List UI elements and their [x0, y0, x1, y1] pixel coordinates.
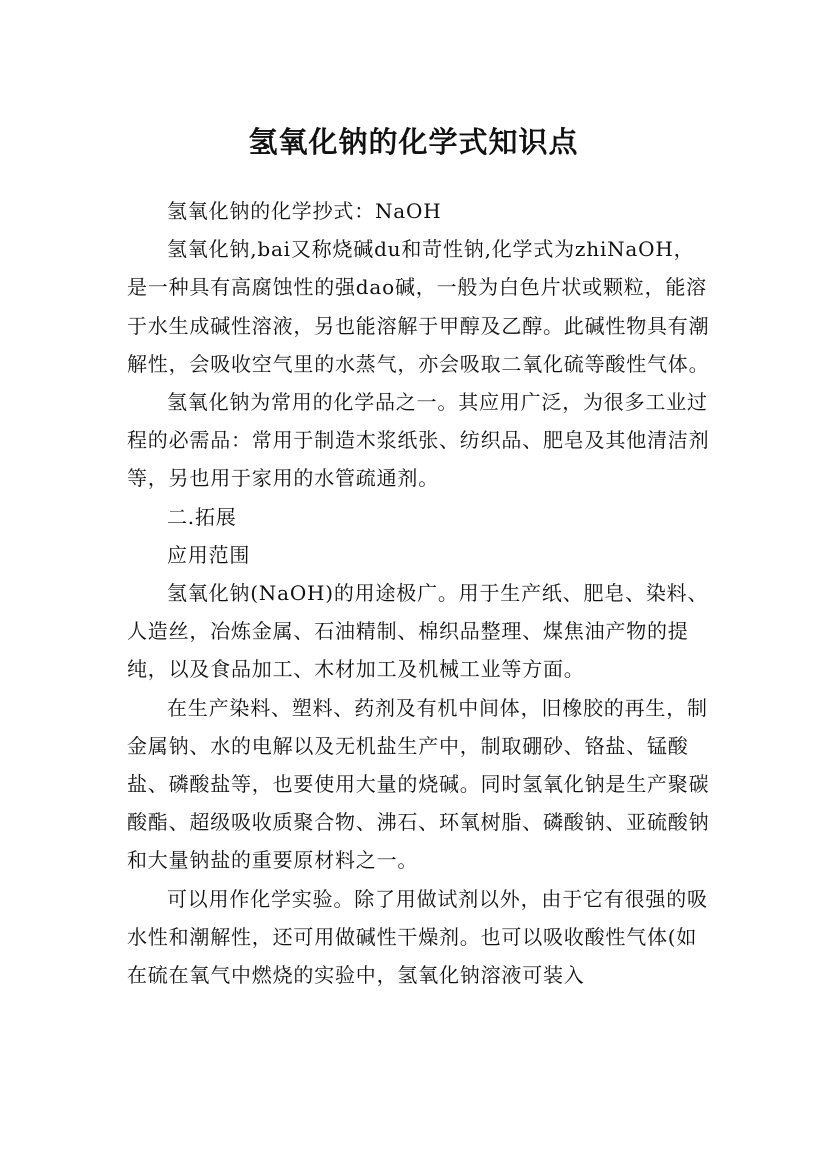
- paragraph-chemical-experiments: 可以用作化学实验。除了用做试剂以外，由于它有很强的吸水性和潮解性，还可用做碱性干燥剂。也可以吸收酸性气体(如在硫在氧气中燃烧的实验中，氢氧化钠溶液可装入: [127, 886, 708, 988]
- paragraph-application-range: 氢氧化钠(NaOH)的用途极广。用于生产纸、肥皂、染料、人造丝，冶炼金属、石油精制、棉织品整理、煤焦油产物的提纯，以及食品加工、木材加工及机械工业等方面。: [127, 581, 709, 682]
- section-heading-expansion: 二.拓展: [167, 504, 237, 529]
- document-body: [127, 192, 715, 994]
- document-title: 氢氧化钠的化学式知识点: [248, 125, 579, 160]
- paragraph-industrial-production: 在生产染料、塑料、药剂及有机中间体，旧橡胶的再生，制金属钠、水的电解以及无机盐生产中，制取硼砂、铬盐、锰酸盐、磷酸盐等，也要使用大量的烧碱。同时氢氧化钠是生产聚碳酸酯、超级吸收质聚合物、沸石、环氧树脂、磷酸钠、亚硫酸钠和大量钠盐的重要原材料之一。: [127, 695, 710, 873]
- section-heading-application-range: 应用范围: [167, 542, 251, 567]
- paragraph-formula: 氢氧化钠的化学抄式：NaOH: [167, 199, 442, 223]
- paragraph-common-uses: 氢氧化钠为常用的化学品之一。其应用广泛，为很多工业过程的必需品：常用于制造木浆纸张、纺织品、肥皂及其他清洁剂等，另也用于家用的水管疏通剂。: [127, 390, 710, 491]
- paragraph-description: 氢氧化钠,bai又称烧碱du和苛性钠,化学式为zhiNaOH，是一种具有高腐蚀性的强dao碱，一般为白色片状或颗粒，能溶于水生成碱性溶液，另也能溶解于甲醇及乙醇。此碱性物具有潮解性，会吸收空气里的水蒸气，亦会吸取二氧化硫等酸性气体。: [127, 237, 710, 376]
